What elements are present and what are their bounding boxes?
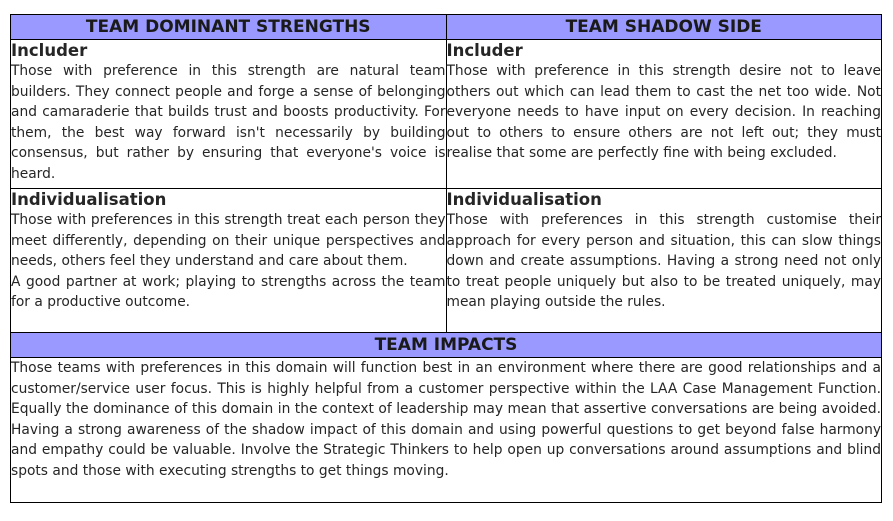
shadow-text-individualisation: Those with preferences in this strength customise their approach for every person and situation, this can slow things down and create assumptions. Having a strong need not only to treat people uniquely but also to be treated uniquely, may mean playing outside the rules.: [446, 212, 881, 310]
strength-text-individualisation-1: Those with preferences in this strength treat each person they meet differently, depending on their unique perspectives and needs, others feel they understand and care about them.: [11, 212, 446, 269]
strength-text-includer: Those with preference in this strength are natural team builders. They connect people and forge a sense of belonging and camaraderie that builds trust and boosts productivity. For them, the best way forward isn't necessarily by building consensus, but rather by ensuring that everyone's voice is heard.: [11, 63, 446, 182]
impacts-cell: [11, 358, 882, 503]
header-team-dominant-strengths: TEAM DOMINANT STRENGTHS: [11, 15, 447, 40]
shadow-title-includer: Includer: [446, 41, 523, 60]
strength-title-includer: Includer: [11, 41, 88, 60]
team-strengths-table: [10, 14, 882, 503]
strength-cell-individualisation: [11, 189, 447, 333]
shadow-text-includer: Those with preference in this strength desire not to leave others out which can lead them to cast the net too wide. Not everyone needs to have input on every decision. In reaching out to others to ensure others are not left out; they must realise that some are perfectly fine with being excluded.: [446, 63, 881, 161]
impacts-text: Those teams with preferences in this domain will function best in an environment where there are good relationships and a customer/service user focus. This is highly helpful from a customer perspective within the LAA Case Management Function. Equally the dominance of this domain in the context of leadership may mean that assertive conversations are being avoided. Having a strong awareness of the shadow impact of this domain and using powerful questions to get beyond false harmony and empathy could be valuable. Involve the Strategic Thinkers to help open up conversations around assumptions and blind spots and those with executing strengths to get things moving.: [11, 360, 881, 479]
header-team-shadow-side: TEAM SHADOW SIDE: [446, 15, 882, 40]
header-team-impacts: TEAM IMPACTS: [11, 333, 882, 358]
shadow-cell-includer: [446, 40, 882, 189]
strength-text-individualisation-2: A good partner at work; playing to strengths across the team for a productive outcome.: [11, 273, 446, 310]
strength-title-individualisation: Individualisation: [11, 190, 167, 209]
shadow-title-individualisation: Individualisation: [446, 190, 602, 209]
shadow-cell-individualisation: [446, 189, 882, 333]
strength-cell-includer: [11, 40, 447, 189]
